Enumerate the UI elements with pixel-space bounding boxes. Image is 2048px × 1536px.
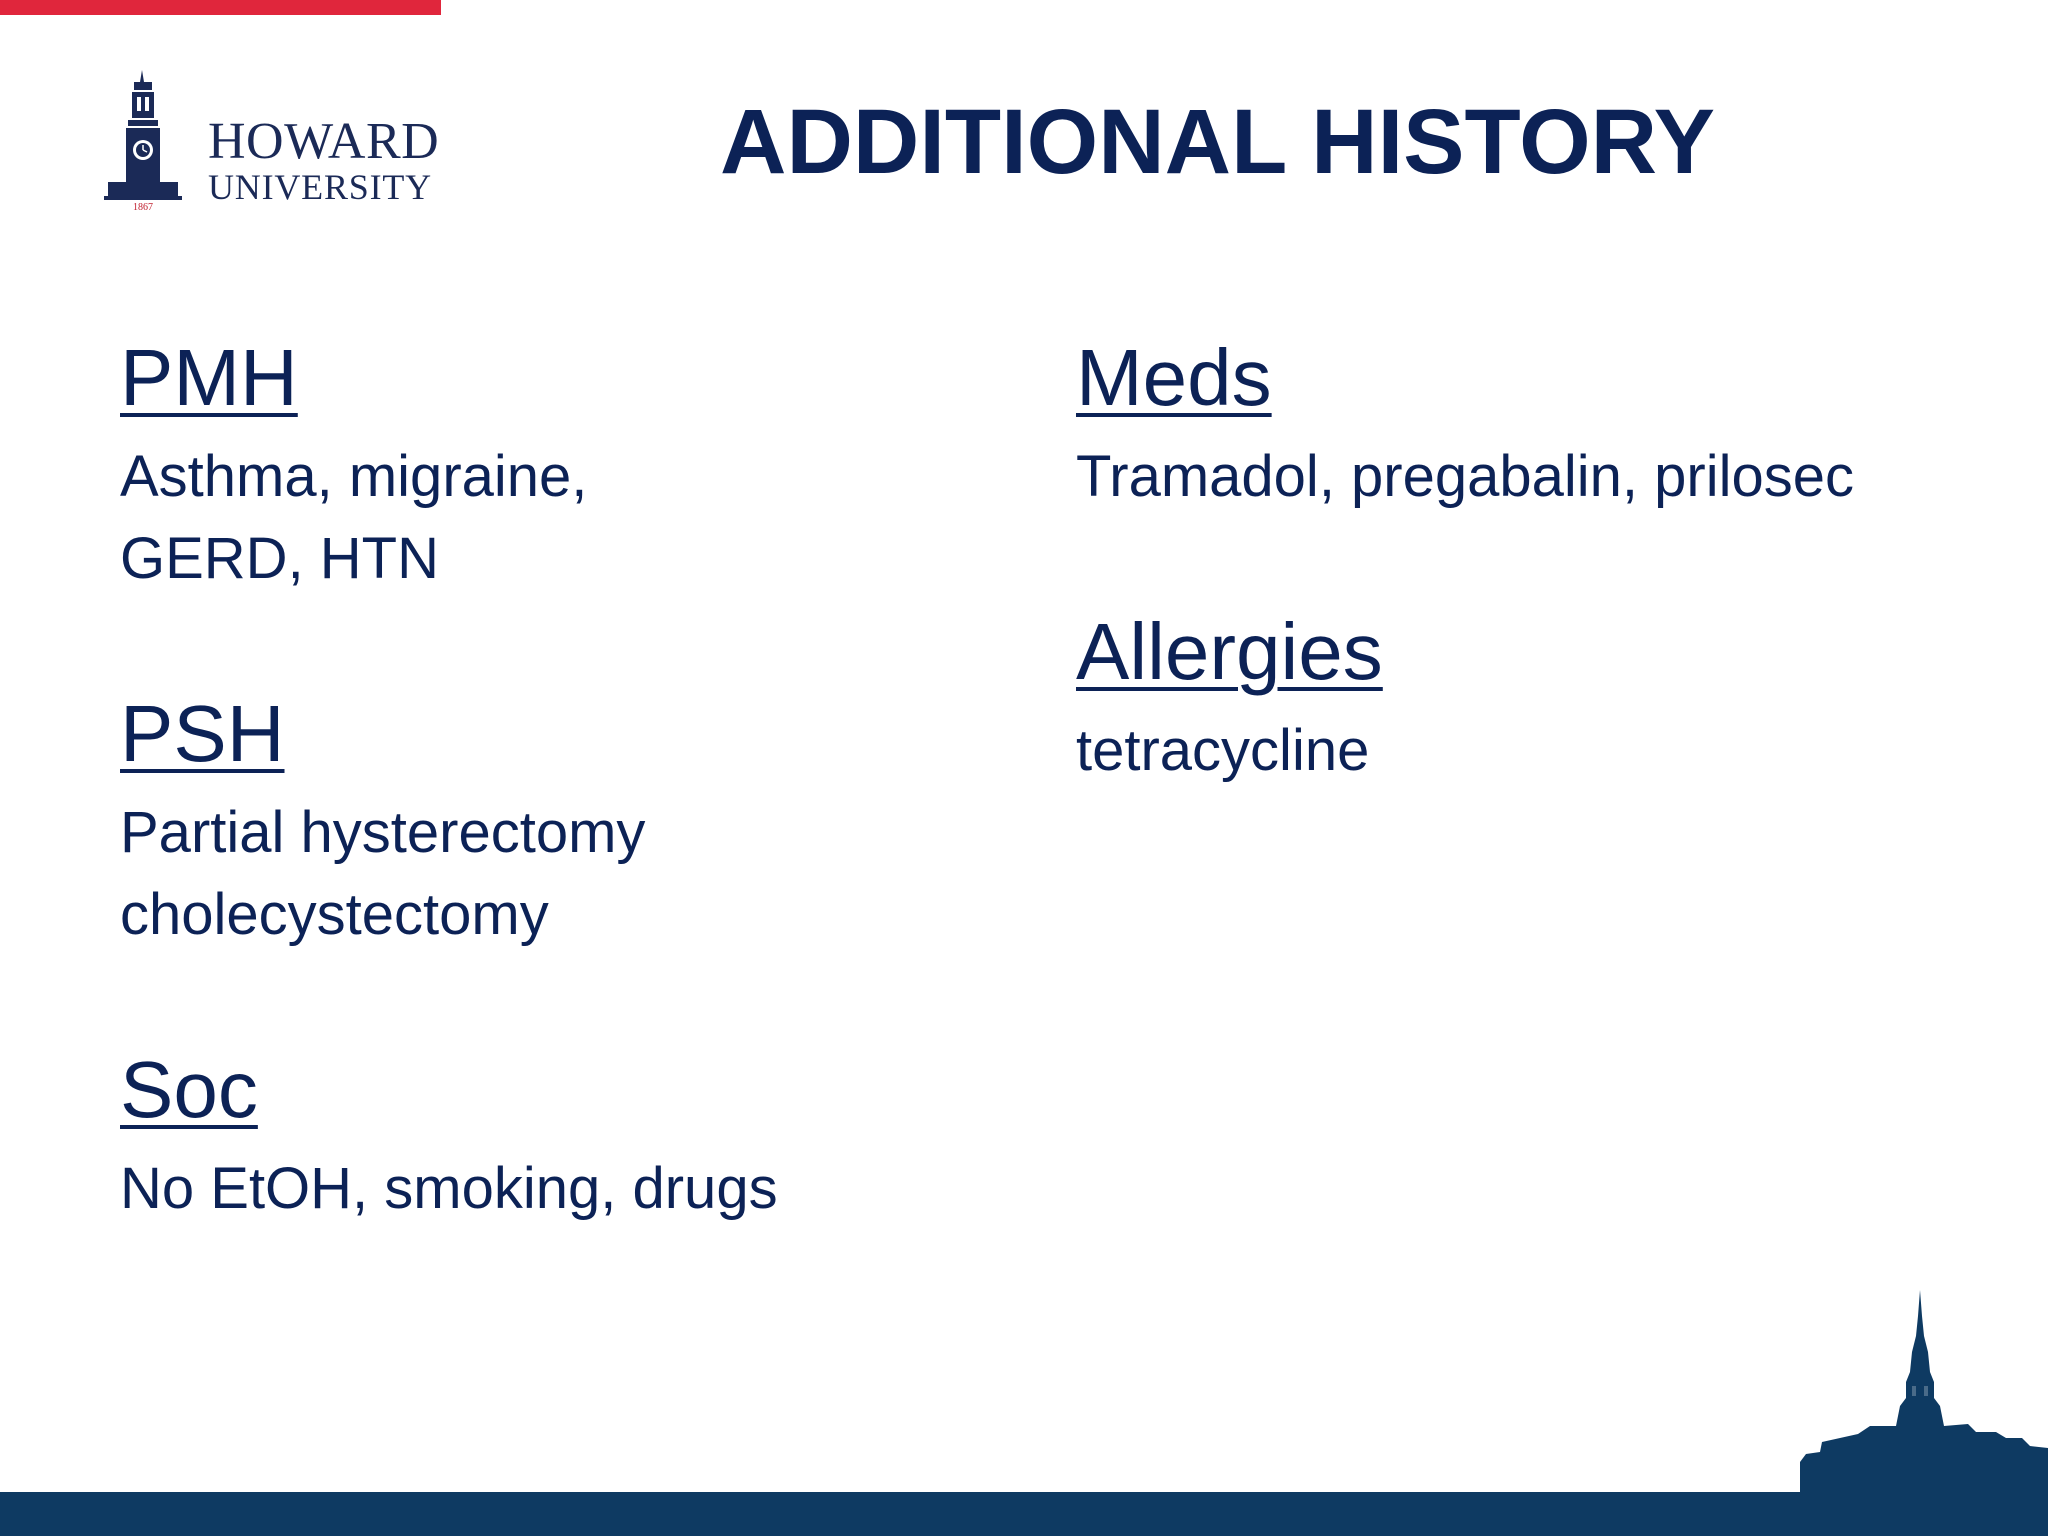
section-heading: Soc [120,1045,258,1134]
section-line: GERD, HTN [120,526,439,591]
logo-wordmark-university: UNIVERSITY [208,167,432,207]
left-column [120,333,980,1230]
section-line: Asthma, migraine, [120,444,588,509]
howard-university-logo [104,68,444,216]
section-pmh [120,333,980,694]
founders-library-silhouette-icon [1800,1286,2048,1496]
section-heading: PSH [120,689,285,778]
section-soc [120,1045,980,1230]
clock-tower-icon [104,68,204,216]
section-line: Partial hysterectomy [120,800,646,865]
section-line: tetracycline [1076,718,1370,783]
section-line: No EtOH, smoking, drugs [120,1156,778,1221]
logo-wordmark-howard: HOWARD [208,113,440,170]
section-heading: PMH [120,333,298,422]
logo-year: 1867 [133,202,153,213]
section-heading: Meds [1076,333,1272,422]
section-psh [120,689,980,1050]
section-line: cholecystectomy [120,882,549,947]
slide-title: ADDITIONAL HISTORY [720,91,1716,193]
section-heading: Allergies [1076,607,1383,696]
section-line: Tramadol, pregabalin, prilosec [1076,444,1855,509]
right-column [1076,333,2016,792]
section-meds [1076,333,2016,612]
section-allergies [1076,607,2016,792]
footer-bar [0,1492,2048,1536]
top-accent-bar [0,0,441,15]
